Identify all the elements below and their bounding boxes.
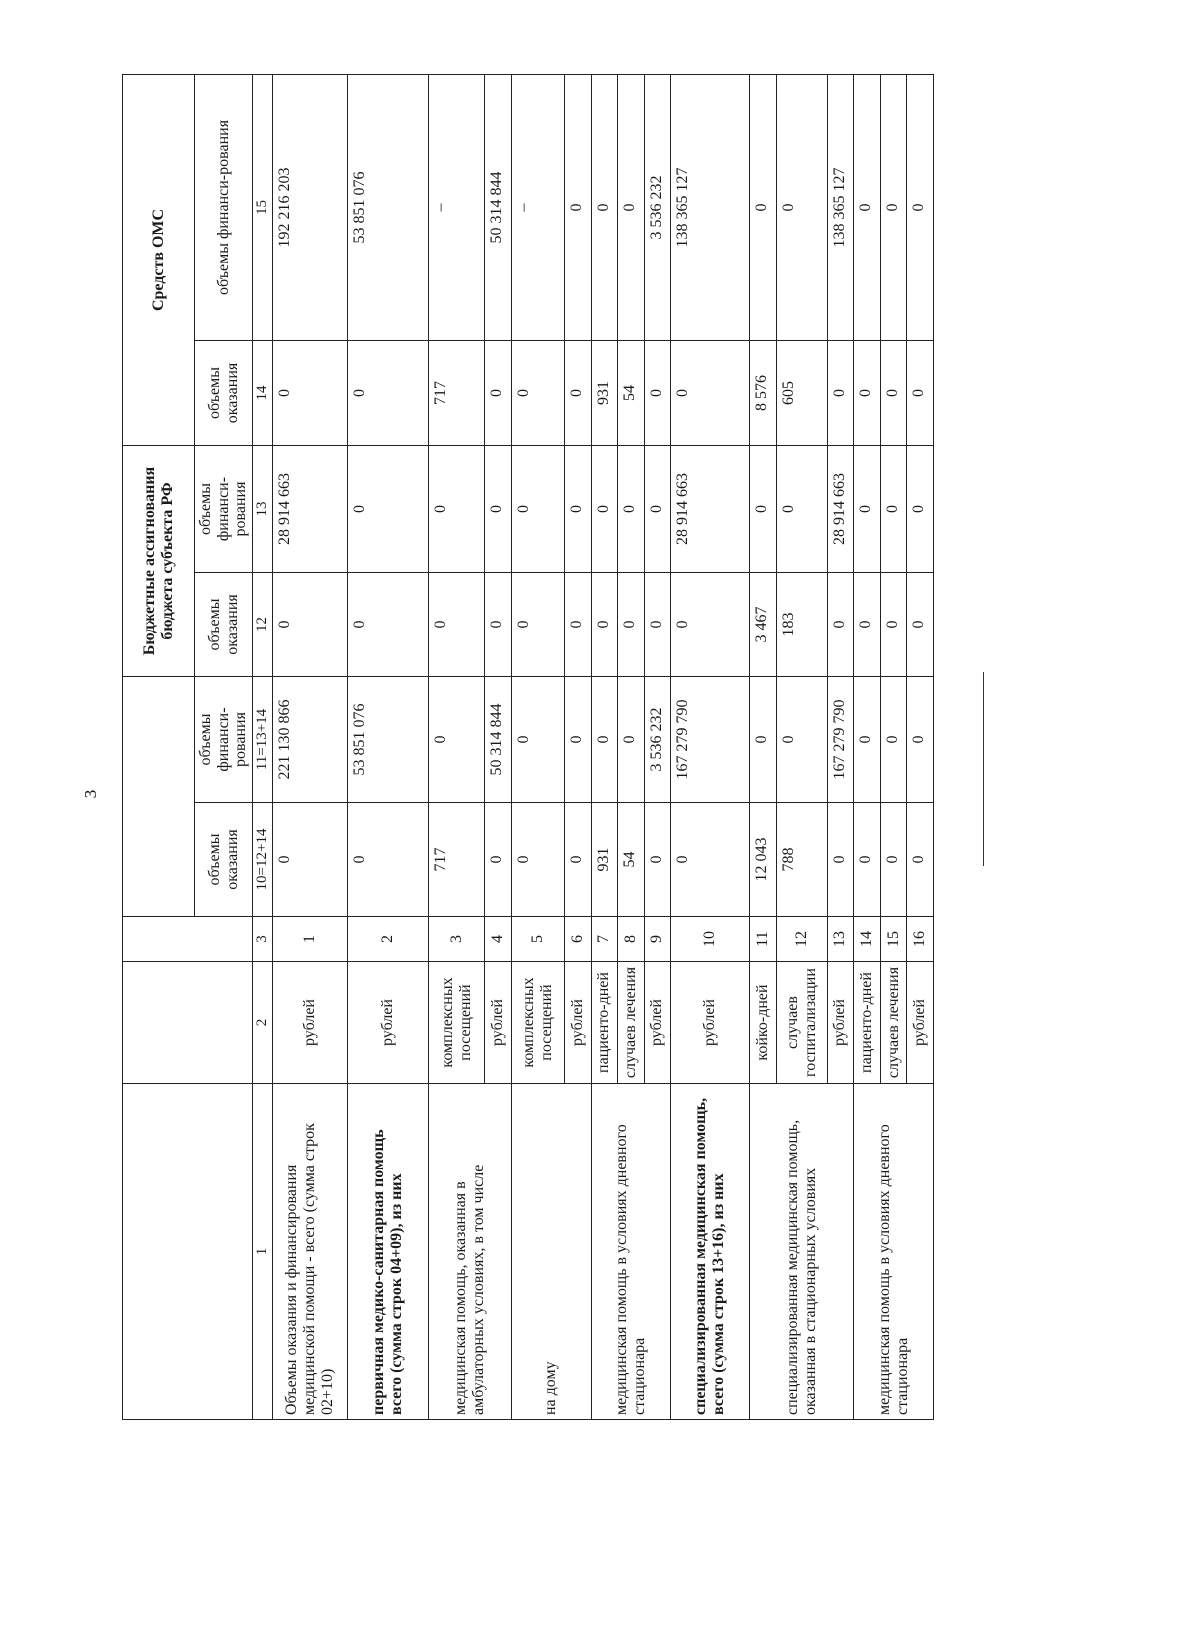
value-cell: 28 914 663 (671, 445, 750, 572)
value-cell: 0 (511, 677, 564, 803)
value-cell: 0 (564, 340, 591, 445)
value-cell: 0 (644, 573, 671, 677)
row-label: медицинская помощь в условиях дневного стационара (854, 1084, 934, 1420)
row-code-cell: 2 (348, 917, 429, 962)
header-oms-group: Средств ОМС (123, 74, 195, 445)
value-cell: 8 576 (750, 340, 777, 445)
value-cell: 0 (854, 573, 881, 677)
value-cell: 0 (880, 74, 907, 340)
column-index: 11=13+14 (253, 677, 273, 803)
value-cell: 0 (750, 677, 777, 803)
value-cell: 0 (880, 573, 907, 677)
value-cell: 0 (348, 573, 429, 677)
value-cell: 28 914 663 (272, 445, 347, 572)
value-cell: 0 (907, 677, 934, 803)
table-row (591, 74, 618, 1419)
value-cell: 0 (511, 340, 564, 445)
unit-cell: рублей (907, 962, 934, 1084)
value-cell: 0 (272, 803, 347, 917)
value-cell: 50 314 844 (485, 74, 512, 340)
row-label: медицинская помощь в условиях дневного стационара (591, 1084, 671, 1420)
value-cell: 0 (564, 74, 591, 340)
value-cell: 0 (854, 677, 881, 803)
page-number: 3 (81, 789, 100, 799)
value-cell: 0 (880, 340, 907, 445)
value-cell: 0 (272, 340, 347, 445)
value-cell: 167 279 790 (671, 677, 750, 803)
row-code-cell: 14 (854, 917, 881, 962)
value-cell: 0 (750, 74, 777, 340)
row-label: специализированная медицинская помощь, всего (сумма строк 13+16), из них (671, 1084, 750, 1420)
value-cell: – (429, 74, 485, 340)
row-label: Объемы оказания и финансирования медицинской помощи - всего (сумма строк 02+10) (272, 1084, 347, 1420)
value-cell: 192 216 203 (272, 74, 347, 340)
value-cell: 0 (618, 74, 645, 340)
value-cell: 138 365 127 (827, 74, 854, 340)
header-finance: объемы финанси-рования (195, 74, 253, 340)
row-code-cell: 13 (827, 917, 854, 962)
value-cell: 0 (485, 573, 512, 677)
value-cell: 0 (618, 677, 645, 803)
value-cell: 0 (591, 445, 618, 572)
unit-cell: рублей (272, 962, 347, 1084)
value-cell: 605 (776, 340, 827, 445)
unit-cell: рублей (671, 962, 750, 1084)
value-cell: – (511, 74, 564, 340)
unit-cell: рублей (827, 962, 854, 1084)
header-volume: объемы оказания (195, 803, 253, 917)
column-index: 1 (253, 1084, 273, 1420)
value-cell: 0 (854, 340, 881, 445)
row-code-cell: 16 (907, 917, 934, 962)
column-index: 15 (253, 74, 273, 340)
value-cell: 3 536 232 (644, 74, 671, 340)
value-cell: 0 (348, 803, 429, 917)
header-blank-total (123, 677, 195, 917)
unit-cell: рублей (348, 962, 429, 1084)
header-budget-group: Бюджетные ассигнования бюджета субъекта РФ (123, 445, 195, 676)
value-cell: 0 (591, 573, 618, 677)
table-body (272, 74, 933, 1419)
row-code-cell: 9 (644, 917, 671, 962)
value-cell: 0 (854, 74, 881, 340)
value-cell: 167 279 790 (827, 677, 854, 803)
row-label: первичная медико-санитарная помощь всего (сумма строк 04+09), из них (348, 1084, 429, 1420)
value-cell: 0 (880, 803, 907, 917)
header-blank-code (123, 917, 253, 962)
header-volume: объемы оказания (195, 573, 253, 677)
row-code-cell: 6 (564, 917, 591, 962)
value-cell: 0 (429, 445, 485, 572)
value-cell: 12 043 (750, 803, 777, 917)
separator-line (983, 672, 984, 866)
value-cell: 0 (854, 445, 881, 572)
unit-cell: случаев госпитализации (776, 962, 827, 1084)
value-cell: 0 (485, 445, 512, 572)
value-cell: 0 (907, 803, 934, 917)
value-cell: 0 (907, 340, 934, 445)
value-cell: 0 (429, 573, 485, 677)
value-cell: 0 (854, 803, 881, 917)
value-cell: 0 (644, 445, 671, 572)
table-row (348, 74, 429, 1419)
value-cell: 0 (671, 573, 750, 677)
value-cell: 0 (750, 445, 777, 572)
row-code-cell: 3 (429, 917, 485, 962)
unit-cell: пациенто-дней (591, 962, 618, 1084)
header-blank-name (123, 1084, 253, 1420)
table-row (750, 74, 777, 1419)
value-cell: 0 (511, 803, 564, 917)
value-cell: 0 (776, 74, 827, 340)
value-cell: 183 (776, 573, 827, 677)
value-cell: 0 (272, 573, 347, 677)
value-cell: 0 (485, 803, 512, 917)
value-cell: 3 467 (750, 573, 777, 677)
unit-cell: комплексных посещений (511, 962, 564, 1084)
row-code-cell: 5 (511, 917, 564, 962)
value-cell: 54 (618, 340, 645, 445)
value-cell: 0 (671, 340, 750, 445)
value-cell: 0 (591, 74, 618, 340)
value-cell: 0 (618, 445, 645, 572)
column-index: 10=12+14 (253, 803, 273, 917)
value-cell: 931 (591, 803, 618, 917)
rotated-table-container (122, 75, 934, 1420)
column-index: 13 (253, 445, 273, 572)
row-label: медицинская помощь, оказанная в амбулаторных условиях, в том числе (429, 1084, 511, 1420)
value-cell: 0 (671, 803, 750, 917)
unit-cell: пациенто-дней (854, 962, 881, 1084)
unit-cell: рублей (485, 962, 512, 1084)
header-blank-unit (123, 962, 253, 1084)
value-cell: 0 (644, 803, 671, 917)
unit-cell: случаев лечения (880, 962, 907, 1084)
row-code-cell: 4 (485, 917, 512, 962)
value-cell: 0 (564, 803, 591, 917)
value-cell: 0 (776, 445, 827, 572)
value-cell: 788 (776, 803, 827, 917)
value-cell: 53 851 076 (348, 677, 429, 803)
column-index: 3 (253, 917, 273, 962)
row-code-cell: 1 (272, 917, 347, 962)
value-cell: 0 (511, 573, 564, 677)
row-code-cell: 8 (618, 917, 645, 962)
value-cell: 0 (644, 340, 671, 445)
header-volume: объемы оказания (195, 340, 253, 445)
value-cell: 3 536 232 (644, 677, 671, 803)
row-code-cell: 15 (880, 917, 907, 962)
row-code-cell: 10 (671, 917, 750, 962)
header-finance: объемы финанси-рования (195, 445, 253, 572)
row-label: на дому (511, 1084, 591, 1420)
row-label: специализированная медицинская помощь, оказанная в стационарных условиях (750, 1084, 854, 1420)
row-code-cell: 11 (750, 917, 777, 962)
unit-cell: рублей (644, 962, 671, 1084)
table-row (511, 74, 564, 1419)
unit-cell: комплексных посещений (429, 962, 485, 1084)
value-cell: 0 (348, 340, 429, 445)
table-row (429, 74, 485, 1419)
column-index: 2 (253, 962, 273, 1084)
value-cell: 53 851 076 (348, 74, 429, 340)
value-cell: 717 (429, 340, 485, 445)
unit-cell: койко-дней (750, 962, 777, 1084)
table-row (671, 74, 750, 1419)
value-cell: 931 (591, 340, 618, 445)
value-cell: 0 (827, 340, 854, 445)
value-cell: 0 (591, 677, 618, 803)
value-cell: 0 (907, 573, 934, 677)
value-cell: 0 (907, 445, 934, 572)
value-cell: 0 (511, 445, 564, 572)
financing-table (122, 74, 934, 1420)
value-cell: 138 365 127 (671, 74, 750, 340)
value-cell: 0 (485, 340, 512, 445)
value-cell: 0 (827, 573, 854, 677)
unit-cell: рублей (564, 962, 591, 1084)
header-finance: объемы финанси-рования (195, 677, 253, 803)
value-cell: 0 (880, 677, 907, 803)
row-code-cell: 7 (591, 917, 618, 962)
value-cell: 0 (564, 677, 591, 803)
value-cell: 717 (429, 803, 485, 917)
table-row (272, 74, 347, 1419)
value-cell: 0 (564, 445, 591, 572)
unit-cell: случаев лечения (618, 962, 645, 1084)
column-index: 12 (253, 573, 273, 677)
row-code-cell: 12 (776, 917, 827, 962)
table-row (854, 74, 881, 1419)
value-cell: 221 130 866 (272, 677, 347, 803)
value-cell: 50 314 844 (485, 677, 512, 803)
value-cell: 28 914 663 (827, 445, 854, 572)
value-cell: 0 (907, 74, 934, 340)
value-cell: 0 (827, 803, 854, 917)
value-cell: 54 (618, 803, 645, 917)
value-cell: 0 (348, 445, 429, 572)
value-cell: 0 (429, 677, 485, 803)
column-index: 14 (253, 340, 273, 445)
value-cell: 0 (564, 573, 591, 677)
value-cell: 0 (776, 677, 827, 803)
value-cell: 0 (880, 445, 907, 572)
value-cell: 0 (618, 573, 645, 677)
